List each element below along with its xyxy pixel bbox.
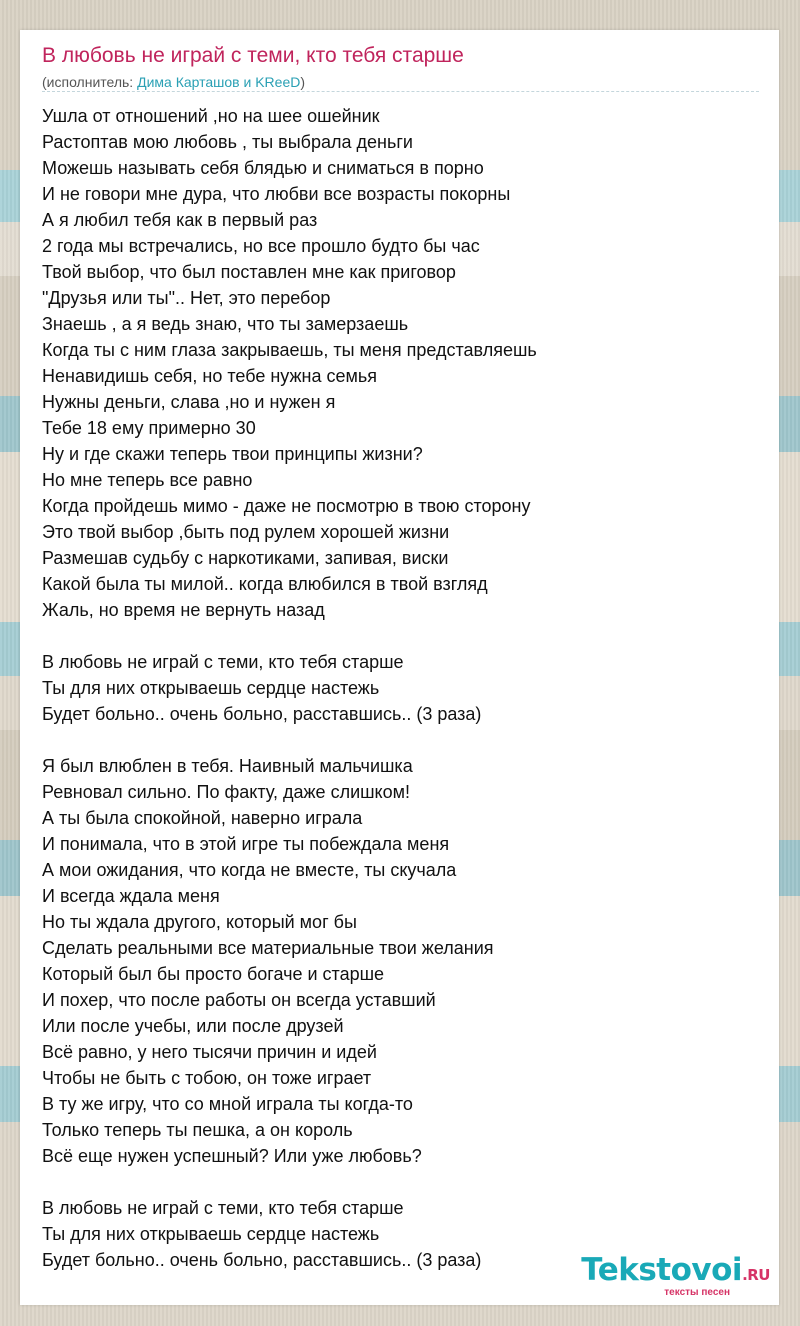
lyrics-card: [20, 30, 779, 1305]
stanza-break: [42, 1169, 762, 1195]
lyric-line: И понимала, что в этой игре ты побеждала меня: [42, 834, 450, 854]
lyric-line: В любовь не играй с теми, кто тебя старше: [42, 652, 404, 672]
artist-line: [42, 74, 305, 90]
lyric-line: В любовь не играй с теми, кто тебя старше: [42, 1198, 404, 1218]
lyric-line: Ревновал сильно. По факту, даже слишком!: [42, 782, 411, 802]
lyric-line: Жаль, но время не вернуть назад: [42, 600, 325, 620]
lyric-line: Это твой выбор ,быть под рулем хорошей жизни: [42, 522, 450, 542]
song-title: В любовь не играй с теми, кто тебя старше: [42, 44, 464, 67]
lyric-line: В ту же игру, что со мной играла ты когда-то: [42, 1094, 413, 1114]
lyrics-text: [42, 103, 762, 1273]
lyric-line: А я любил тебя как в первый раз: [42, 210, 318, 230]
lyric-line: И не говори мне дура, что любви все возрасты покорны: [42, 184, 511, 204]
title-divider: [42, 91, 759, 92]
logo-tld: .RU: [742, 1266, 770, 1284]
lyric-line: Тебе 18 ему примерно 30: [42, 418, 256, 438]
lyric-line: Который был бы просто богаче и старше: [42, 964, 385, 984]
lyric-line: Нужны деньги, слава ,но и нужен я: [42, 392, 336, 412]
lyric-line: "Друзья или ты".. Нет, это перебор: [42, 288, 331, 308]
lyric-line: И всегда ждала меня: [42, 886, 220, 906]
lyric-line: Будет больно.. очень больно, расставшись.. (3 раза): [42, 1250, 482, 1270]
lyric-line: Только теперь ты пешка, а он король: [42, 1120, 353, 1140]
lyric-line: И похер, что после работы он всегда уставший: [42, 990, 436, 1010]
stanza-break: [42, 727, 762, 753]
lyric-line: Ты для них открываешь сердце настежь: [42, 1224, 380, 1244]
artist-prefix: (исполнитель:: [42, 74, 138, 90]
lyric-line: А мои ожидания, что когда не вместе, ты скучала: [42, 860, 457, 880]
lyric-line: Будет больно.. очень больно, расставшись.. (3 раза): [42, 704, 482, 724]
lyric-line: 2 года мы встречались, но все прошло будто бы час: [42, 236, 480, 256]
lyric-line: Когда пройдешь мимо - даже не посмотрю в твою сторону: [42, 496, 531, 516]
lyric-line: Или после учебы, или после друзей: [42, 1016, 344, 1036]
lyric-line: Но мне теперь все равно: [42, 470, 253, 490]
lyric-line: Когда ты с ним глаза закрываешь, ты меня представляешь: [42, 340, 537, 360]
logo-tagline: тексты песен: [664, 1287, 730, 1298]
lyric-line: Но ты ждала другого, который мог бы: [42, 912, 357, 932]
lyric-line: Чтобы не быть с тобою, он тоже играет: [42, 1068, 372, 1088]
lyric-line: А ты была спокойной, наверно играла: [42, 808, 363, 828]
site-logo[interactable]: [560, 1252, 770, 1298]
artist-suffix: ): [300, 74, 306, 90]
lyric-line: Твой выбор, что был поставлен мне как приговор: [42, 262, 456, 282]
lyric-line: Растоптав мою любовь , ты выбрала деньги: [42, 132, 413, 152]
lyric-line: Знаешь , а я ведь знаю, что ты замерзаешь: [42, 314, 409, 334]
lyric-line: Я был влюблен в тебя. Наивный мальчишка: [42, 756, 413, 776]
lyric-line: Всё равно, у него тысячи причин и идей: [42, 1042, 377, 1062]
stanza-break: [42, 623, 762, 649]
lyric-line: Сделать реальными все материальные твои желания: [42, 938, 494, 958]
logo-main-text: Tekstovoi: [581, 1252, 743, 1288]
lyric-line: Ушла от отношений ,но на шее ошейник: [42, 106, 380, 126]
lyric-line: Размешав судьбу с наркотиками, запивая, виски: [42, 548, 449, 568]
lyric-line: Ну и где скажи теперь твои принципы жизни?: [42, 444, 423, 464]
lyric-line: Ненавидишь себя, но тебе нужна семья: [42, 366, 377, 386]
artist-link[interactable]: Дима Карташов и KReeD: [137, 74, 301, 90]
lyric-line: Можешь называть себя блядью и сниматься в порно: [42, 158, 484, 178]
lyric-line: Какой была ты милой.. когда влюбился в твой взгляд: [42, 574, 488, 594]
lyric-line: Всё еще нужен успешный? Или уже любовь?: [42, 1146, 422, 1166]
lyric-line: Ты для них открываешь сердце настежь: [42, 678, 380, 698]
